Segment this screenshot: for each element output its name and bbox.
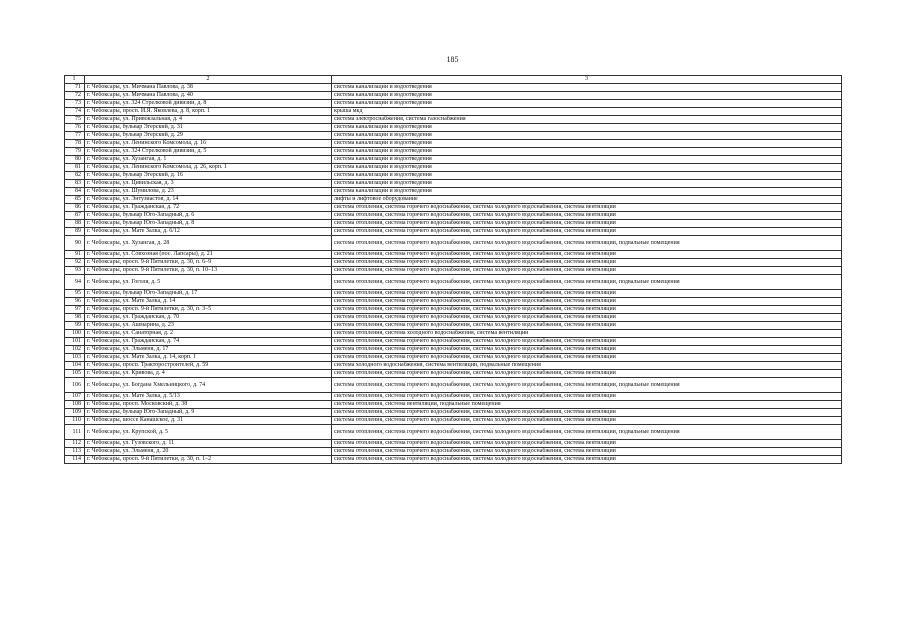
row-address: г. Чебоксары, ул. Гражданская, д. 72 [85,204,332,212]
row-number: 82 [65,172,85,180]
row-address: г. Чебоксары, ул. Богдана Хмельницкого, д. 74 [85,378,332,393]
row-systems: система канализации и водоотведения [332,172,842,180]
row-systems: система канализации и водоотведения [332,164,842,172]
row-number: 83 [65,180,85,188]
table-row [65,440,842,448]
row-number: 75 [65,116,85,124]
row-systems: система отопления, система горячего водоснабжения, система холодного водоснабжения, система вентиляции [332,298,842,306]
row-number: 101 [65,338,85,346]
row-systems: система отопления, система горячего водоснабжения, система холодного водоснабжения, система вентиляции [332,338,842,346]
row-address: г. Чебоксары, ул. 324 Стрелковой дивизии, д. 5 [85,148,332,156]
column-header-number: 1 [65,76,85,84]
row-address: г. Чебоксары, ул. Мате Залка, д. 5/13 [85,393,332,401]
table-row [65,164,842,172]
row-address: г. Чебоксары, ул. Энтузиастов, д. 14 [85,196,332,204]
row-address: г. Чебоксары, бульвар Юго-Западный, д. 9 [85,409,332,417]
row-number: 108 [65,401,85,409]
row-address: г. Чебоксары, ул. Ашмарина, д. 23 [85,322,332,330]
row-systems: система отопления, система горячего водоснабжения, система холодного водоснабжения, система вентиляции, подвальные помещения [332,236,842,251]
row-systems: система отопления, система горячего водоснабжения, система холодного водоснабжения, система вентиляции [332,212,842,220]
row-systems: система отопления, система горячего водоснабжения, система холодного водоснабжения, система вентиляции [332,322,842,330]
row-number: 96 [65,298,85,306]
row-number: 73 [65,100,85,108]
row-address: г. Чебоксары, ул. Хузангая, д. 28 [85,236,332,251]
row-address: г. Чебоксары, просп. 9-й Пятилетки, д. 30, п. 3–5 [85,306,332,314]
row-systems: система отопления, система горячего водоснабжения, система холодного водоснабжения, система вентиляции [332,417,842,425]
table-row [65,140,842,148]
table-row [65,330,842,338]
row-systems: система отопления, система горячего водоснабжения, система холодного водоснабжения, система вентиляции [332,314,842,322]
row-systems: система канализации и водоотведения [332,180,842,188]
row-systems: крыша мкд [332,108,842,116]
table-row [65,409,842,417]
row-address: г. Чебоксары, ул. Крупской, д. 5 [85,425,332,440]
row-systems: система отопления, система горячего водоснабжения, система холодного водоснабжения, система вентиляции, подвальные помещения [332,378,842,393]
row-address: г. Чебоксары, ул. Цивильская, д. 3 [85,180,332,188]
row-number: 71 [65,84,85,92]
row-number: 76 [65,124,85,132]
row-address: г. Чебоксары, бульвар Эгерский, д. 16 [85,172,332,180]
table-row [65,314,842,322]
row-number: 113 [65,448,85,456]
row-number: 84 [65,188,85,196]
row-number: 114 [65,456,85,464]
row-number: 91 [65,251,85,259]
row-systems: система отопления, система горячего водоснабжения, система холодного водоснабжения, система вентиляции [332,306,842,314]
row-address: г. Чебоксары, ул. Гузовского, д. 11 [85,440,332,448]
row-address: г. Чебоксары, ул. Ленинского Комсомола, д. 26, корп. 1 [85,164,332,172]
table-row [65,448,842,456]
table-row [65,425,842,440]
row-number: 72 [65,92,85,100]
table-row [65,188,842,196]
table-row [65,259,842,267]
table-row [65,322,842,330]
row-number: 107 [65,393,85,401]
row-number: 86 [65,204,85,212]
row-number: 104 [65,362,85,370]
row-number: 74 [65,108,85,116]
row-number: 85 [65,196,85,204]
row-address: г. Чебоксары, ул. Эльменя, д. 20 [85,448,332,456]
row-systems: система отопления, система горячего водоснабжения, система холодного водоснабжения, система вентиляции [332,354,842,362]
table-row [65,228,842,236]
row-systems: система канализации и водоотведения [332,132,842,140]
row-address: г. Чебоксары, ул. Совхозная (пос. Лапсары), д. 21 [85,251,332,259]
table-body [65,76,842,464]
row-systems: система канализации и водоотведения [332,92,842,100]
row-number: 80 [65,156,85,164]
table-row [65,196,842,204]
row-address: г. Чебоксары, бульвар Юго-Западный, д. 17 [85,290,332,298]
row-number: 89 [65,228,85,236]
row-number: 98 [65,314,85,322]
row-address: г. Чебоксары, просп. Московский, д. 38 [85,401,332,409]
row-address: г. Чебоксары, просп. И.Я. Яковлева, д. 8, корп. 1 [85,108,332,116]
row-number: 110 [65,417,85,425]
row-systems: система отопления, система горячего водоснабжения, система холодного водоснабжения, система вентиляции [332,290,842,298]
row-address: г. Чебоксары, ул. Ленинского Комсомола, д. 16 [85,140,332,148]
page-number: 185 [446,55,459,64]
row-address: г. Чебоксары, ул. Гоголя, д. 5 [85,275,332,290]
row-systems: система отопления, система горячего водоснабжения, система холодного водоснабжения, система вентиляции [332,267,842,275]
row-number: 93 [65,267,85,275]
row-systems: система отопления, система горячего водоснабжения, система холодного водоснабжения, система вентиляции [332,346,842,354]
row-address: г. Чебоксары, бульвар Эгерский, д. 31 [85,124,332,132]
row-number: 78 [65,140,85,148]
row-systems: система отопления, система горячего водоснабжения, система холодного водоснабжения, система вентиляции [332,220,842,228]
table-row [65,378,842,393]
row-address: г. Чебоксары, ул. Гражданская, д. 74 [85,338,332,346]
row-systems: система канализации и водоотведения [332,100,842,108]
row-systems: система холодного водоснабжения, система вентиляции, подвальные помещения [332,362,842,370]
row-systems: система отопления, система горячего водоснабжения, система холодного водоснабжения, система вентиляции, подвальные помещения [332,425,842,440]
table-row [65,354,842,362]
buildings-table [64,75,842,464]
table-row [65,156,842,164]
row-number: 111 [65,425,85,440]
table-row [65,338,842,346]
row-address: г. Чебоксары, просп. 9-й Пятилетки, д. 30, п. 10–13 [85,267,332,275]
table-row [65,148,842,156]
row-address: г. Чебоксары, ул. Эльменя, д. 17 [85,346,332,354]
row-systems: система отопления, система горячего водоснабжения, система холодного водоснабжения, система вентиляции [332,259,842,267]
table-row [65,92,842,100]
row-address: г. Чебоксары, бульвар Юго-Западный, д. 8 [85,220,332,228]
row-number: 87 [65,212,85,220]
row-systems: система отопления, система горячего водоснабжения, система холодного водоснабжения, система вентиляции, подвальные помещения [332,275,842,290]
row-address: г. Чебоксары, ул. Шумилова, д. 23 [85,188,332,196]
table-row [65,204,842,212]
row-systems: система канализации и водоотведения [332,188,842,196]
row-number: 81 [65,164,85,172]
column-header-systems: 3 [332,76,842,84]
row-address: г. Чебоксары, ул. Кривова, д. 4 [85,370,332,378]
table-row [65,346,842,354]
row-address: г. Чебоксары, бульвар Юго-Западный, д. 6 [85,212,332,220]
row-address: г. Чебоксары, ул. Санаторная, д. 2 [85,330,332,338]
table-row [65,290,842,298]
row-systems: система отопления, система вентиляции, подвальные помещения [332,401,842,409]
table-row [65,124,842,132]
row-number: 99 [65,322,85,330]
row-systems: система отопления, система горячего водоснабжения, система холодного водоснабжения, система вентиляции [332,370,842,378]
row-number: 79 [65,148,85,156]
row-number: 94 [65,275,85,290]
row-address: г. Чебоксары, ул. Мате Залка, д. 14, корп. 1 [85,354,332,362]
row-address: г. Чебоксары, ул. 324 Стрелковой дивизии, д. 8 [85,100,332,108]
row-address: г. Чебоксары, ул. Привокзальная, д. 4 [85,116,332,124]
row-address: г. Чебоксары, бульвар Эгерский, д. 29 [85,132,332,140]
row-systems: система отопления, система горячего водоснабжения, система холодного водоснабжения, система вентиляции [332,448,842,456]
row-systems: система отопления, система горячего водоснабжения, система холодного водоснабжения, система вентиляции [332,251,842,259]
row-address: г. Чебоксары, ул. Гражданская, д. 70 [85,314,332,322]
table-row [65,251,842,259]
table-row [65,456,842,464]
table-row [65,84,842,92]
row-address: г. Чебоксары, ул. Мичмана Павлова, д. 40 [85,92,332,100]
row-number: 106 [65,378,85,393]
row-systems: лифты и лифтовое оборудование [332,196,842,204]
row-systems: система отопления, система холодного водоснабжения, система вентиляции [332,330,842,338]
row-number: 103 [65,354,85,362]
table-row [65,393,842,401]
row-number: 95 [65,290,85,298]
row-systems: система отопления, система горячего водоснабжения, система холодного водоснабжения, система вентиляции [332,393,842,401]
row-address: г. Чебоксары, ул. Хузангая, д. 1 [85,156,332,164]
row-systems: система отопления, система горячего водоснабжения, система холодного водоснабжения, система вентиляции [332,440,842,448]
row-systems: система электроснабжения, система газоснабжения [332,116,842,124]
row-systems: система канализации и водоотведения [332,156,842,164]
row-number: 102 [65,346,85,354]
table-row [65,267,842,275]
row-systems: система отопления, система горячего водоснабжения, система холодного водоснабжения, система вентиляции [332,409,842,417]
row-address: г. Чебоксары, просп. 9-й Пятилетки, д. 30, п. 1–2 [85,456,332,464]
row-address: г. Чебоксары, ул. Мате Залка, д. 6/12 [85,228,332,236]
table-row [65,100,842,108]
table-row [65,236,842,251]
row-number: 90 [65,236,85,251]
row-systems: система канализации и водоотведения [332,140,842,148]
table-row [65,370,842,378]
table-row [65,401,842,409]
row-address: г. Чебоксары, просп. Тракторостроителей, д. 59 [85,362,332,370]
table-row [65,108,842,116]
row-number: 88 [65,220,85,228]
table-row [65,172,842,180]
row-number: 105 [65,370,85,378]
table-row [65,212,842,220]
table-row [65,275,842,290]
table-header-row [65,76,842,84]
table-row [65,306,842,314]
row-number: 109 [65,409,85,417]
table-row [65,220,842,228]
row-systems: система канализации и водоотведения [332,148,842,156]
table-row [65,362,842,370]
table-row [65,132,842,140]
row-number: 77 [65,132,85,140]
row-number: 92 [65,259,85,267]
row-number: 100 [65,330,85,338]
row-systems: система канализации и водоотведения [332,124,842,132]
row-systems: система отопления, система горячего водоснабжения, система холодного водоснабжения, система вентиляции [332,456,842,464]
row-number: 97 [65,306,85,314]
table-row [65,417,842,425]
row-address: г. Чебоксары, ул. Мате Залка, д. 14 [85,298,332,306]
table-row [65,116,842,124]
row-address: г. Чебоксары, шоссе Канашское, д. 31 [85,417,332,425]
row-systems: система отопления, система горячего водоснабжения, система холодного водоснабжения, система вентиляции [332,204,842,212]
row-number: 112 [65,440,85,448]
table-row [65,298,842,306]
row-systems: система канализации и водоотведения [332,84,842,92]
row-systems: система отопления, система горячего водоснабжения, система холодного водоснабжения, система вентиляции [332,228,842,236]
table-row [65,180,842,188]
row-address: г. Чебоксары, просп. 9-й Пятилетки, д. 30, п. 6–9 [85,259,332,267]
column-header-address: 2 [85,76,332,84]
row-address: г. Чебоксары, ул. Мичмана Павлова, д. 38 [85,84,332,92]
